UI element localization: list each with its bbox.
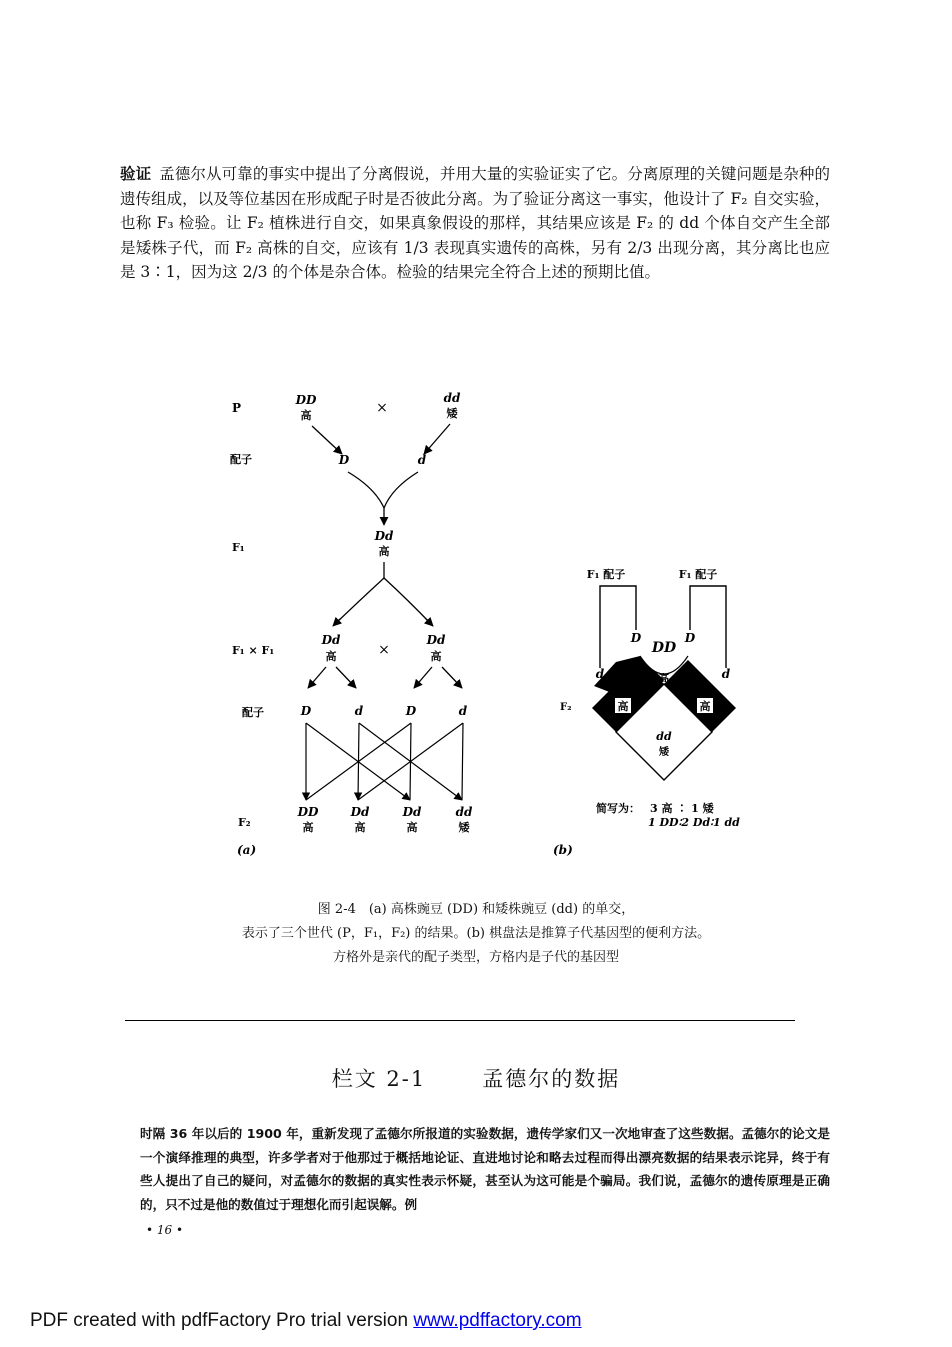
- f1-genotype: Dd: [374, 529, 394, 543]
- section-lead: 验证: [120, 164, 152, 183]
- panel-a-label: (a): [237, 843, 257, 857]
- b-right-D: D: [684, 631, 696, 645]
- b-summary-genotype: 1 DD∶2 Dd∶1 dd: [648, 816, 740, 829]
- gamete2-2: d: [354, 704, 364, 718]
- f2-3-genotype: Dd: [402, 805, 422, 819]
- p-cross-sign: ×: [376, 400, 388, 416]
- f2-2-phenotype: 高: [354, 821, 366, 834]
- f1x-cross-sign: ×: [378, 642, 390, 658]
- b-summary-ratio: 3 高 ∶ 1 矮: [650, 802, 714, 815]
- page-number: • 16 •: [146, 1223, 184, 1237]
- row-label-gamete2: 配子: [242, 706, 264, 719]
- box-paragraph: 时隔 36 年以后的 1900 年，重新发现了孟德尔所报道的实验数据，遗传学家们又一次地审查了这些数据。孟德尔的论文是一个演绎推理的典型，许多学者对于他那过于概括地论证、直进地讨论和略去过程而得出漂亮数据的结果表示诧异，终于有些人提出了自己的疑问，对孟德尔的数据的真实性表示怀疑，甚至认为这可能是个骗局。我们说，孟德尔的遗传原理是正确的，只不过是他的数值过于理想化而引起误解。例: [140, 1126, 830, 1212]
- f2-1-genotype: DD: [297, 805, 319, 819]
- figure-caption-line-3: 方格外是亲代的配子类型，方格内是子代的基因型: [332, 950, 619, 965]
- row-label-f1: F₁: [232, 541, 245, 554]
- gamete2-1: D: [300, 704, 312, 718]
- footer-link[interactable]: www.pdffactory.com: [413, 1310, 582, 1331]
- f1-phenotype: 高: [378, 545, 390, 558]
- figure-2-4: [0, 380, 952, 880]
- pdf-footer: [30, 1310, 582, 1332]
- b-top-genotype: DD: [651, 640, 677, 656]
- figure-caption-line-2: 表示了三个世代 (P，F₁，F₂) 的结果。(b) 棋盘法是推算子代基因型的便利方法。: [241, 926, 711, 941]
- b-left-d: d: [595, 667, 605, 681]
- f1x-left-phenotype: 高: [325, 650, 337, 663]
- box-heading: [0, 1063, 952, 1093]
- f1x-right-genotype: Dd: [426, 633, 446, 647]
- p-left-genotype: DD: [295, 393, 317, 407]
- b-bottom-genotype: dd: [656, 730, 672, 743]
- b-row-f2: F₂: [560, 702, 572, 713]
- p-right-genotype: dd: [443, 391, 461, 405]
- box-label: 栏文 2-1: [331, 1067, 427, 1091]
- p-left-phenotype: 高: [300, 409, 312, 422]
- row-label-gamete: 配子: [230, 453, 252, 466]
- f2-2-genotype: Dd: [350, 805, 370, 819]
- box-title: 孟德尔的数据: [482, 1067, 621, 1091]
- b-left-cell: 高: [617, 700, 629, 713]
- gamete-D: D: [338, 453, 350, 467]
- b-summary-label: 简写为：: [596, 802, 640, 815]
- b-top-phenotype: 高: [659, 674, 669, 685]
- row-label-f1xf1: F₁ × F₁: [232, 644, 275, 657]
- gamete-d: d: [417, 453, 427, 467]
- gamete2-3: D: [405, 704, 417, 718]
- figure-caption-line-1: 图 2-4 (a) 高株豌豆 (DD) 和矮株豌豆 (dd) 的单交，: [317, 902, 635, 917]
- f1x-left-genotype: Dd: [321, 633, 341, 647]
- f2-4-genotype: dd: [455, 805, 473, 819]
- footer-text: PDF created with pdfFactory Pro trial version: [30, 1310, 414, 1331]
- p-right-phenotype: 矮: [446, 407, 458, 420]
- section-text: 孟德尔从可靠的事实中提出了分离假说，并用大量的实验证实了它。分离原理的关键问题是杂种的遗传组成，以及等位基因在形成配子时是否彼此分离。为了验证分离这一事实，他设计了 F₂ 自交实验，也称 F₃ 检验。让 F₂ 植株进行自交，如果真象假设的那样，其结果应该是 F₂ 的 dd 个体自交产生全部是矮株子代，而 F₂ 高株的自交，应该有 1/3 表现真实遗传的高株，另有 2/3 出现分离，其分离比也应是 3∶1，因为这 2/3 的个体是杂合体。检验的结果完全符合上述的预期比值。: [120, 165, 830, 281]
- horizontal-rule: [125, 1020, 795, 1021]
- gamete-header-right: F₁ 配子: [678, 568, 718, 581]
- gamete2-4: d: [458, 704, 468, 718]
- f2-3-phenotype: 高: [406, 821, 418, 834]
- panel-b-label: (b): [553, 843, 573, 857]
- f2-4-phenotype: 矮: [458, 821, 470, 834]
- f1x-right-phenotype: 高: [430, 650, 442, 663]
- f2-1-phenotype: 高: [302, 821, 314, 834]
- b-right-cell: 高: [699, 700, 711, 713]
- row-label-p: P: [232, 401, 242, 415]
- b-bottom-phenotype: 矮: [659, 747, 669, 758]
- row-label-f2: F₂: [238, 816, 251, 829]
- section-paragraph: [120, 162, 830, 285]
- gamete-header-left: F₁ 配子: [586, 568, 626, 581]
- b-left-D: D: [630, 631, 642, 645]
- b-right-d: d: [721, 667, 731, 681]
